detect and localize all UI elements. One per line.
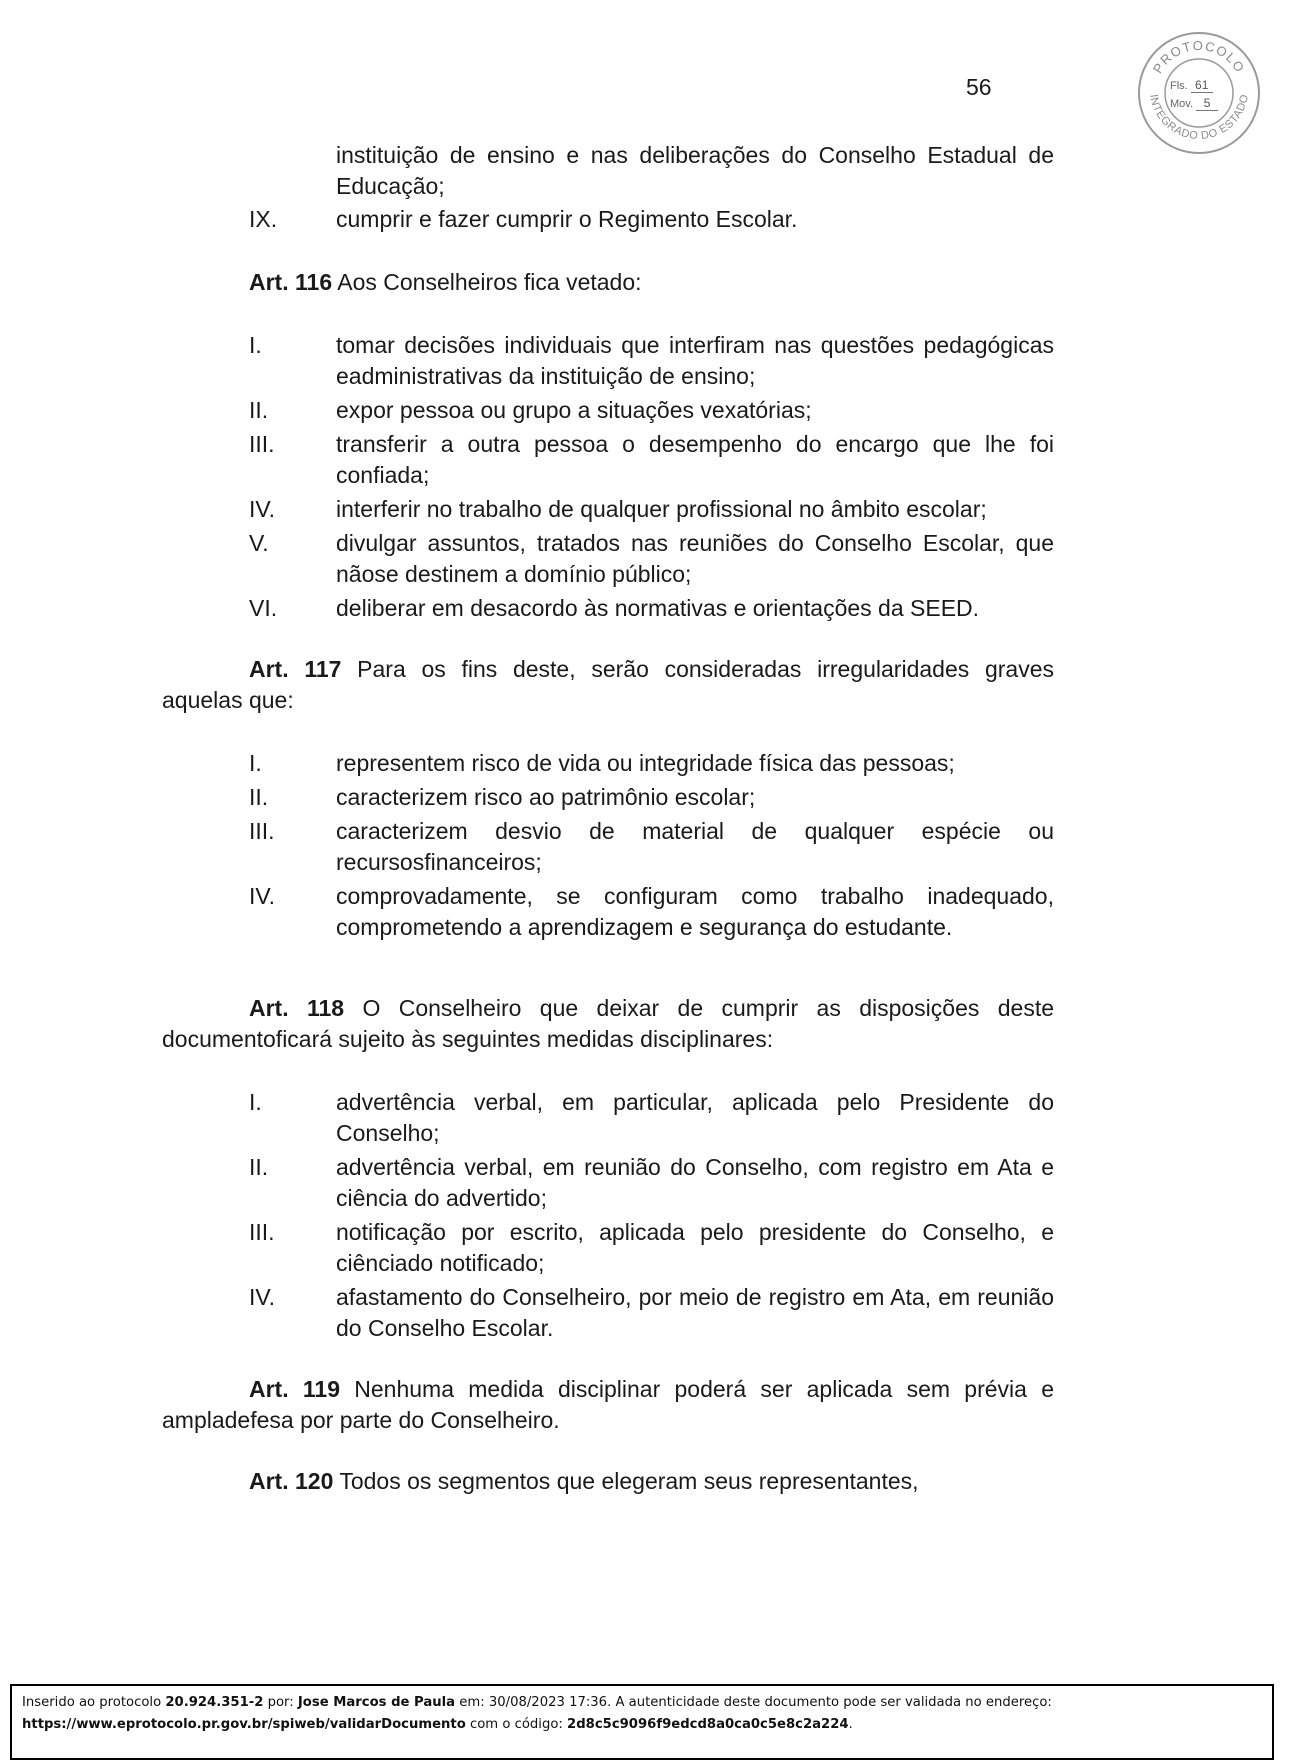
article-118: Art. 118 O Conselheiro que deixar de cumprir as disposições deste documentoficará sujeito às seguintes medidas disciplinares: [162, 995, 1054, 1052]
list-item [162, 1152, 1054, 1214]
list-item-number: III. [249, 431, 275, 457]
article-118-items [162, 1087, 1054, 1344]
list-item-number: IV. [249, 496, 276, 522]
list-item: IX. cumprir e fazer cumprir o Regimento Escolar. [249, 206, 798, 232]
validation-code: 2d8c5c9096f9edcd8a0ca0c5e8c2a224 [567, 1717, 849, 1732]
document-body [162, 140, 1054, 1497]
stamp-fls: Fls. 61 [1170, 78, 1213, 93]
continuation-text: instituição de ensino e nas deliberações do Conselho Estadual de Educação; [336, 142, 1054, 199]
list-item-text: advertência verbal, em reunião do Conselho, com registro em Ata e ciência do advertido; [336, 1154, 1054, 1211]
article-117-items [162, 748, 1054, 943]
list-item-number: I. [249, 750, 262, 776]
list-item-number: I. [249, 1089, 262, 1115]
stamp-seal-icon [1136, 30, 1262, 156]
article-120: Art. 120 Todos os segmentos que elegeram seus representantes, [249, 1468, 919, 1494]
list-item-number: V. [249, 530, 269, 556]
stamp-mov-value: 5 [1196, 96, 1218, 111]
list-item [162, 593, 1054, 624]
validation-link[interactable]: https://www.eprotocolo.pr.gov.br/spiweb/validarDocumento [22, 1717, 466, 1732]
list-item-text: divulgar assuntos, tratados nas reuniões do Conselho Escolar, que nãose destinem a domínio público; [336, 530, 1054, 587]
list-item [162, 782, 1054, 813]
article-117: Art. 117 Para os fins deste, serão consideradas irregularidades graves aquelas que: [162, 656, 1054, 713]
list-item [162, 528, 1054, 590]
list-item-number: IV. [249, 883, 276, 909]
list-item-text: afastamento do Conselheiro, por meio de registro em Ata, em reunião do Conselho Escolar. [336, 1284, 1054, 1341]
list-item [162, 1217, 1054, 1279]
page-number: 56 [966, 74, 992, 100]
list-item [162, 816, 1054, 878]
list-item [162, 429, 1054, 491]
list-item-text: transferir a outra pessoa o desempenho do encargo que lhe foi confiada; [336, 431, 1054, 488]
list-item-text: deliberar em desacordo às normativas e orientações da SEED. [336, 595, 980, 621]
list-item-number: II. [249, 784, 269, 810]
list-item [162, 330, 1054, 392]
list-item [162, 881, 1054, 943]
list-item-text: caracterizem risco ao patrimônio escolar; [336, 784, 756, 810]
article-119: Art. 119 Nenhuma medida disciplinar poderá ser aplicada sem prévia e ampladefesa por parte do Conselheiro. [162, 1376, 1054, 1433]
list-item [162, 1087, 1054, 1149]
list-item-text: interferir no trabalho de qualquer profissional no âmbito escolar; [336, 496, 987, 522]
list-item-text: advertência verbal, em particular, aplicada pelo Presidente do Conselho; [336, 1089, 1054, 1146]
stamp-mov: Mov. 5 [1170, 96, 1218, 111]
stamp-top-text: PROTOCOLO [1149, 37, 1249, 76]
protocol-stamp [1136, 30, 1262, 156]
stamp-fls-value: 61 [1191, 78, 1213, 93]
list-item [162, 1282, 1054, 1344]
list-item [162, 395, 1054, 426]
list-item-text: caracterizem desvio de material de qualquer espécie ou recursosfinanceiros; [336, 818, 1054, 875]
stamp-bottom-text: INTEGRADO DO ESTADO [1147, 93, 1251, 143]
list-item-number: I. [249, 332, 262, 358]
list-item-number: II. [249, 397, 269, 423]
article-116: Art. 116 Aos Conselheiros fica vetado: [249, 269, 642, 295]
list-item-text: comprovadamente, se configuram como trabalho inadequado, comprometendo a aprendizagem e segurança do estudante. [336, 883, 1054, 940]
list-item-number: III. [249, 1219, 275, 1245]
list-item-text: expor pessoa ou grupo a situações vexatórias; [336, 397, 812, 423]
authenticity-footer: Inserido ao protocolo 20.924.351-2 por: Jose Marcos de Paula em: 30/08/2023 17:36. A autenticidade deste documento pode ser validada no endereço: https://www.eprotocolo.pr.gov.br/spiweb/validarDocumento com o código: 2d8c5c9096f9edcd8a0ca0c5e8c2a224. [10, 1684, 1274, 1760]
list-item-number: IV. [249, 1284, 276, 1310]
list-item-text: notificação por escrito, aplicada pelo presidente do Conselho, e ciênciado notificado; [336, 1219, 1054, 1276]
list-item-number: VI. [249, 595, 278, 621]
article-116-items [162, 330, 1054, 624]
list-item [162, 748, 1054, 779]
list-item-number: II. [249, 1154, 269, 1180]
list-item-text: tomar decisões individuais que interfiram nas questões pedagógicas eadministrativas da instituição de ensino; [336, 332, 1054, 389]
list-item-text: representem risco de vida ou integridade física das pessoas; [336, 750, 955, 776]
list-item-number: III. [249, 818, 275, 844]
list-item [162, 494, 1054, 525]
